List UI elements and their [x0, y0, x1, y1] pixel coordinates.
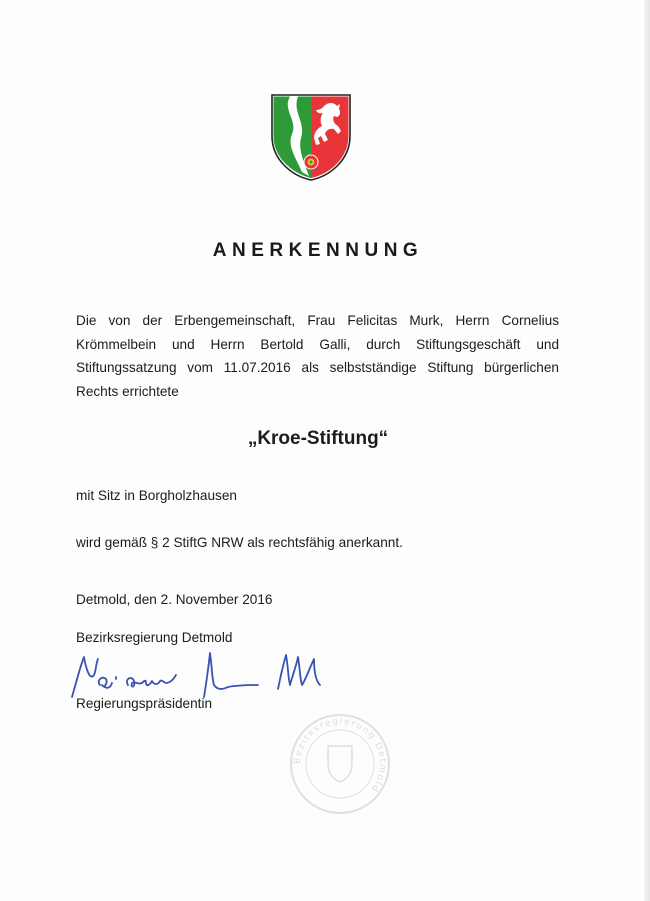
- recognition-line: wird gemäß § 2 StiftG NRW als rechtsfähig anerkannt.: [76, 535, 403, 550]
- nrw-coat-of-arms-icon: [268, 92, 354, 182]
- document-heading: ANERKENNUNG: [212, 240, 424, 261]
- authority-line: Bezirksregierung Detmold: [76, 630, 233, 645]
- official-seal-icon: [288, 712, 392, 816]
- page-edge-shadow: [644, 0, 650, 901]
- place-date-line: Detmold, den 2. November 2016: [76, 592, 273, 607]
- foundation-name: „Kroe-Stiftung“: [247, 428, 389, 449]
- signatory-title: Regierungspräsidentin: [76, 696, 213, 711]
- seat-line: mit Sitz in Borgholzhausen: [76, 488, 237, 503]
- seal-text: Bezirksregierung Detmold: [292, 716, 388, 795]
- intro-paragraph: Die von der Erbengemeinschaft, Frau Felicitas Murk, Herrn Cornelius Krömmelbein und Herrn Bertold Galli, durch Stiftungsgeschäft und Stiftungssatzung vom 11.07.2016 als selbstständige Stiftung bürgerlichen Rechts errichtete: [76, 313, 559, 399]
